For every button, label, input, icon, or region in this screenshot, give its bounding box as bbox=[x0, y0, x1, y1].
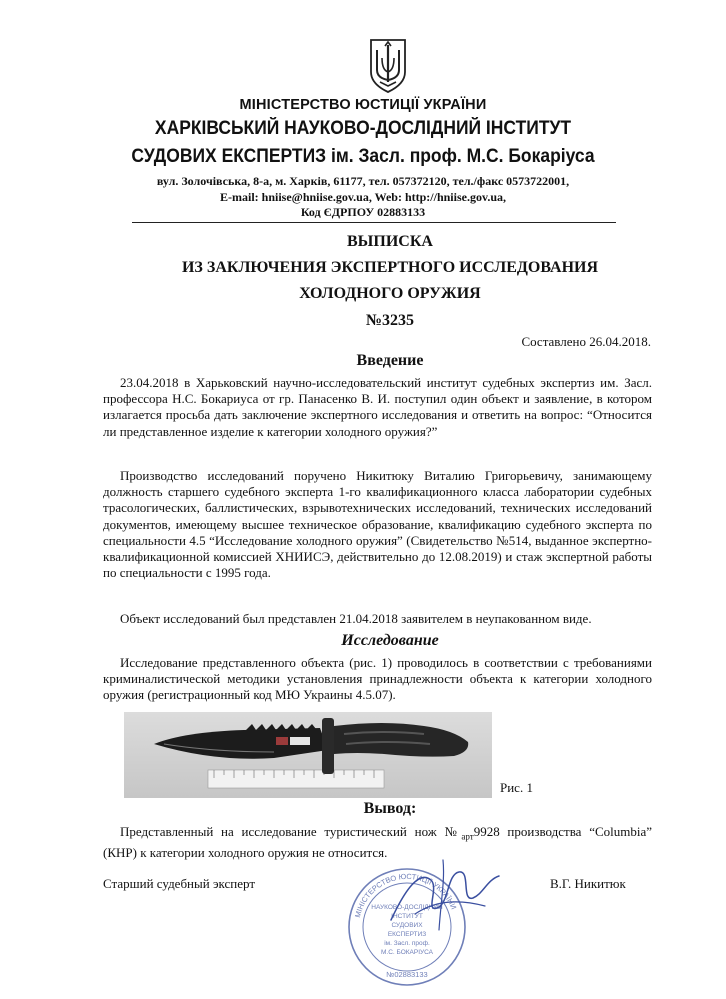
document-subtitle: ИЗ ЗАКЛЮЧЕНИЯ ЭКСПЕРТНОГО ИССЛЕДОВАНИЯ bbox=[181, 259, 599, 276]
stamp-line: СУДОВИХ bbox=[391, 922, 423, 929]
stamp-code: №02883133 bbox=[386, 970, 428, 979]
conclusion-text-start: Представленный на исследование туристический нож № bbox=[120, 824, 462, 839]
document-title: ВЫПИСКА bbox=[347, 233, 433, 250]
composed-date: Составлено 26.04.2018. bbox=[521, 334, 651, 349]
conclusion-text-end: 9928 производства “Columbia” (КНР) к категории холодного оружия не относится. bbox=[103, 824, 653, 860]
intro-paragraph-1: 23.04.2018 в Харьковский научно-исследовательский институт судебных экспертиз им. Засл. профессора Н.С. Бокариуса от гр. Панасенко В. И. поступил один объект и заявление, в котором излагается просьба дать заключение экспертного исследования и ответить на вопрос: “Относится ли представленное изделие к категории холодного оружия?” bbox=[103, 375, 652, 439]
conclusion-paragraph bbox=[103, 824, 652, 861]
expert-role: Старший судебный эксперт bbox=[103, 876, 256, 891]
institute-name-line1: ХАРКІВСЬКИЙ НАУКОВО-ДОСЛІДНИЙ ІНСТИТУТ bbox=[154, 118, 572, 139]
document-number: №3235 bbox=[365, 312, 415, 329]
institute-address: вул. Золочівська, 8-а, м. Харків, 61177, тел. 057372120, тел./факс 0573722001, bbox=[156, 174, 570, 188]
handwritten-signature bbox=[385, 850, 505, 940]
research-paragraph: Исследование представленного объекта (рис. 1) проводилось в соответствии с требованиями криминалистической методики установления принадлежности объекта к категории холодного оружия (регистрационный код МЮ Украины 4.5.07). bbox=[103, 655, 652, 703]
stamp-line: НАУКОВО-ДОСЛІДНИЙ bbox=[371, 904, 443, 911]
intro-paragraph-3: Объект исследований был представлен 21.04.2018 заявителем в неупакованном виде. bbox=[120, 611, 592, 626]
institute-code: Код ЄДРПОУ 02883133 bbox=[300, 205, 426, 219]
stamp-line: ІНСТИТУТ bbox=[391, 913, 423, 920]
figure-caption: Рис. 1 bbox=[500, 780, 533, 795]
expert-name: В.Г. Никитюк bbox=[550, 876, 626, 891]
knife-photo bbox=[124, 712, 492, 798]
intro-heading: Введение bbox=[356, 352, 424, 369]
letterhead-divider bbox=[132, 222, 616, 223]
stamp-line: ім. Засл. проф. bbox=[384, 940, 430, 947]
institute-name-line2: СУДОВИХ ЕКСПЕРТИЗ ім. Засл. проф. М.С. Бокаріуса bbox=[131, 146, 595, 167]
conclusion-subscript: арт bbox=[461, 831, 474, 842]
trident-emblem-icon bbox=[368, 38, 408, 94]
research-heading: Исследование bbox=[341, 632, 439, 649]
stamp-line: ЕКСПЕРТИЗ bbox=[387, 931, 427, 938]
ministry-name: МІНІСТЕРСТВО ЮСТИЦІЇ УКРАЇНИ bbox=[239, 97, 487, 113]
stamp-outer-text: МІНІСТЕРСТВО ЮСТИЦІЇ УКРАЇНИ bbox=[352, 871, 459, 919]
document-subject: ХОЛОДНОГО ОРУЖИЯ bbox=[299, 285, 481, 302]
conclusion-heading: Вывод: bbox=[363, 800, 417, 817]
institute-contacts: E-mail: hniise@hniise.gov.ua, Web: http://hniise.gov.ua, bbox=[219, 190, 506, 204]
stamp-line: М.С. БОКАРІУСА bbox=[380, 949, 434, 956]
intro-paragraph-2: Производство исследований поручено Никитюку Виталию Григорьевичу, занимающему должность старшего судебного эксперта 1-го квалификационного класса лаборатории судебных трасологических, баллистических, взрывотехнических исследований, технических исследований документов, имеющему высшее техническое образование, квалификацию судебного эксперта по специальности 4.5 “Исследование холодного оружия” (Свидетельство №514, выданное экспертно-квалификационной комиссией ХНИИСЭ, действительно до 12.08.2019) и стаж экспертной работы по специальности с 1995 года. bbox=[103, 468, 652, 581]
